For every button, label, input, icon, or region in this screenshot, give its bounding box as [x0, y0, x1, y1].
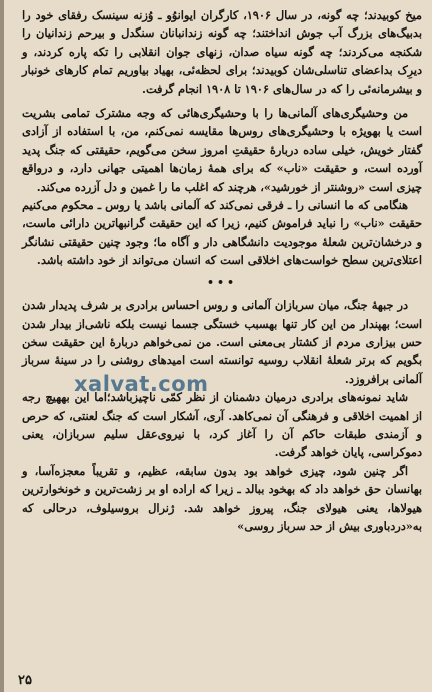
paragraph-1: میخ کوبیدند؛ چه گونه، در سال ۱۹۰۶، کارگران ایوانوُو ـ وُزنه‌ سینسک رفقای خود را بدبیگ‌های بزرگ آب جوش انداختند؛ چه گونه زندانبانان سنگدل و بیرحم زندانیان را شکنجه می‌کردند؛ چه گونه سیاه صدان، زنهای جوان انقلابی را تکه پاره کردند، و دیرِک بداعضای تناسلی‌شان کوبیدند؛ برای لحظه‌ئی، بهیاد بیاوریم تمام کارهای خونبار و بیشرمانه‌ئی را که در سال‌های ۱۹۰۶ تا ۱۹۰۸ انجام گرفت. — [22, 8, 422, 96]
paragraph-4: در جبههٔ جنگ، میان سربازان آلمانی و روس احساس برادری بر شرف پدیدار شدن است؛ بهپندار من این کار تنها بهسبب خستگی جسما نیست بلکه ناشی‌از بیدار شدن حس بیزاری مردم از کشتار بی‌معنی است. من نمی‌خواهم دربارهٔ این حقیقت سخن بگویم که برتر شعلهٔ انقلاب روسیه توانسته است امیدهای روشنی را در سینهٔ سرباز آلمانی برافروزد. — [22, 298, 422, 386]
paragraph-5: شاید نمونه‌های برادری درمیان دشمنان از نظر کمّی ناچیزباشد؛اما این بههیچ رجه از اهمیت اخلاقی و فرهنگی آن نمی‌کاهد. آری، آشکار است که جنگ لعنتی، که حرص و آزمندی طبقات حاکم آن را آغاز کرد، با نیروی‌عقل سلیم سربازان، یعنی دموکراسی، پایان خواهد گرفت. — [22, 390, 422, 460]
paragraph-3: هنگامی که ما انسانی را ـ فرقی نمی‌کند که آلمانی باشد یا روس ـ محکوم می‌کنیم حقیقت «ناب» را نباید فراموش کنیم، زیرا که این حقیقت گرانبهاترین دارائی ماست، و درخشان‌ترین شعلهٔ موجودیت دانشگاهی دار و آگاه ما؛ وجود چنین حقیقتی نشانگر اعتلای‌ترین سطح خواست‌های اخلاقی است که انسان می‌تواند از خود داشته باشد. — [22, 198, 422, 268]
paragraph-2: من وحشیگری‌های آلمانی‌ها را با وحشیگری‌هائی که وجه مشترک تمامی بشریت است یا بهویژه با وحشیگری‌های روس‌ها مقایسه نمی‌کنم، من، با استفاده از آزادی گفتار خویش، خیلی ساده دربارهٔ حقیقتِ امروز سخن می‌گویم، حقیقتی که جنگ پدید آورده است، و حقیقت «ناب» که برای همهٔ زمان‌ها اهمیتی جهانی دارد، و درواقع چیزی است «روشنتر از خورشید»، هرچند که اغلب ما را غمین و دل آزرده می‌کند. — [22, 106, 422, 194]
paragraph-6: اگر چنین شود، چیزی خواهد بود بدون سابقه، عظیم، و تقریباً معجزه‌آسا، و بهانسان حق خواهد داد که بهخود ببالد ـ زیرا که اراده او بر زشت‌ترین و خونخوارترین هیولاها، یعنی هیولای جنگ، پیروز خواهد شد. ژنرال بروسیلوف، درحالی که به«دردباوری بیش از حد سرباز روسی» — [22, 463, 422, 533]
page-number: ۲۵ — [18, 673, 32, 688]
article-body — [22, 6, 422, 535]
section-separator: ••• — [206, 275, 238, 289]
site-watermark: xalvat.com — [74, 372, 209, 396]
